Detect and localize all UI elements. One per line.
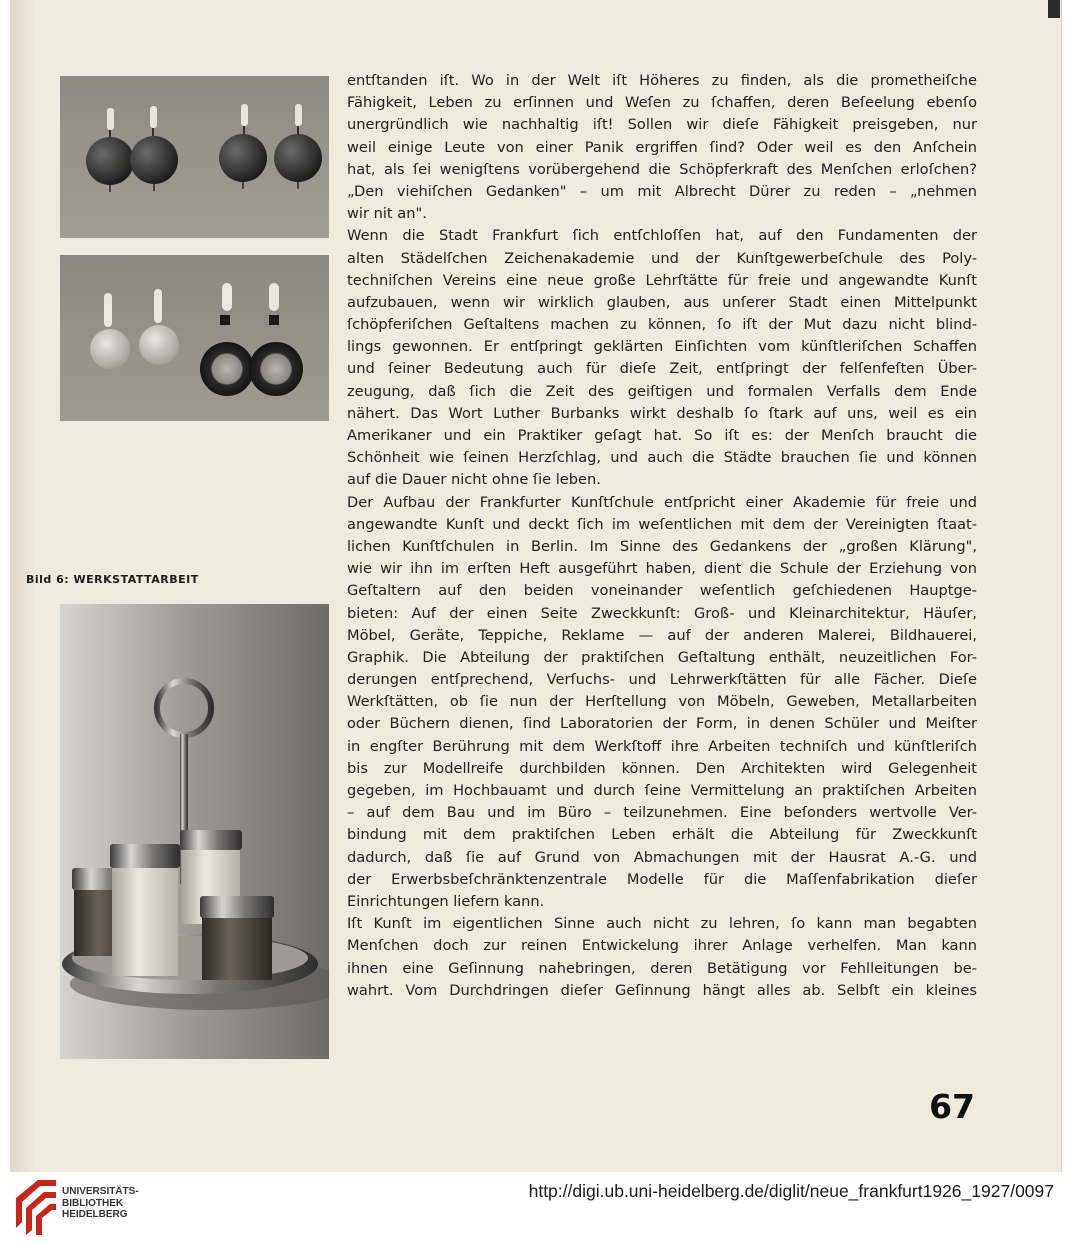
photo-cruet-set bbox=[60, 604, 329, 1059]
text-line: alten Städelſchen Zeichenakademie und der Kunſtgewerbeſchule des Poly- bbox=[347, 249, 977, 267]
earrings-pearls-illustration bbox=[60, 255, 329, 421]
text-line: weil einige Leute von einer Panik ergriffen ſind? Oder weil es den Anſchein bbox=[347, 138, 977, 156]
text-line: wie wir ihn im erſten Heft ausgeführt haben, dient die Schule der Erziehung von bbox=[347, 560, 977, 578]
text-line: ihnen eine Geſinnung nahebringen, deren Betätigung vor Fehlleitungen be- bbox=[347, 959, 977, 977]
text-line: entſtanden iſt. Wo in der Welt iſt Höheres zu finden, als die prometheiſche bbox=[347, 72, 977, 89]
text-line: Graphik. Die Abteilung der praktiſchen Geſtaltung enthält, neuzeitlichen For- bbox=[347, 648, 977, 666]
text-line: lings gewonnen. Er entſpringt geklärten Einſichten vom künſtleriſchen Schaffen bbox=[347, 338, 977, 356]
text-line: – auf dem Bau und im Büro – teilzunehmen. Eine beſonders wertvolle Ver- bbox=[347, 804, 977, 822]
library-name-line: BIBLIOTHEK bbox=[62, 1197, 124, 1209]
scan-edge-marker bbox=[1048, 0, 1060, 18]
text-line: auf die Dauer nicht ohne ſie leben. bbox=[347, 471, 601, 489]
library-name-line: HEIDELBERG bbox=[62, 1209, 128, 1220]
article-body-text bbox=[347, 70, 977, 1002]
text-line: und ſeiner Bedeutung auch für dieſe Zeit, entſpringt der felſenfeſten Über- bbox=[347, 360, 977, 378]
text-line: bieten: Auf der einen Seite Zweckkunſt: Groß- und Kleinarchitektur, Häuſer, bbox=[347, 604, 977, 622]
text-line: oder Büchern dienen, ſind Laboratorien der Form, in denen Schüler und Meiſter bbox=[347, 715, 977, 733]
text-line: Fähigkeit, Leben zu erſinnen und Weſen zu ſchaffen, deren Beſeelung ebenſo bbox=[347, 94, 977, 112]
text-line: nähert. Das Wort Luther Burbanks wirkt deshalb ſo ſtark auf uns, weil es ein bbox=[347, 404, 977, 422]
text-line: in engſter Berührung mit dem Werkſtoff ihre Arbeiten techniſch und künſtleriſch bbox=[347, 737, 977, 755]
university-library-logo-icon bbox=[16, 1180, 56, 1235]
text-line: aufzubauen, wenn wir wirklich glauben, aus unſerer Stadt einen Mittelpunkt bbox=[347, 293, 977, 311]
text-line: bis zur Modellreife durchbilden können. Den Architekten wird Gelegenheit bbox=[347, 759, 977, 777]
text-line: hat, als ſei wenigſtens vorübergehend die Schöpferkraft des Menſchen erloſchen? bbox=[347, 160, 977, 178]
photo-earrings-dark-spheres bbox=[60, 76, 329, 238]
text-line: der Erwerbsbeſchränktenzentrale Modelle für die Maſſenfabrikation dieſer bbox=[347, 870, 977, 888]
text-line: bindung mit dem praktiſchen Leben erhält die Abteilung für Zweckkunſt bbox=[347, 826, 977, 844]
text-line: Der Aufbau der Frankfurter Kunſtſchule entſpricht einer Akademie für freie und bbox=[347, 493, 977, 511]
text-line: derungen entſprechend, Verſuchs- und Lehrwerkſtätten für alle Fächer. Dieſe bbox=[347, 671, 977, 689]
text-line: Iſt Kunſt im eigentlichen Sinne auch nicht zu lehren, ſo kann man begabten bbox=[347, 915, 977, 933]
text-line: zeugung, daß ſich die Zeit des geiſtigen und formalen Verfalls dem Ende bbox=[347, 382, 977, 400]
text-line: Menſchen doch zur reinen Entwickelung ihrer Anlage verhelfen. Man kann bbox=[347, 937, 977, 955]
text-line: dadurch, daß ſie auf Grund von Abmachungen mit der Hausrat A.-G. und bbox=[347, 848, 977, 866]
text-line: Einrichtungen liefern kann. bbox=[347, 892, 545, 910]
text-line: Schönheit wie ſeinen Herzſchlag, und auch die Städte brauchen ſie und können bbox=[347, 449, 977, 467]
text-line: Werkſtätten, ob ſie nun der Herſtellung von Möbeln, Geweben, Metallarbeiten bbox=[347, 693, 977, 711]
text-line: „Den viehiſchen Gedanken" – um mit Albrecht Dürer zu reden – „nehmen bbox=[347, 182, 977, 200]
cruet-set-illustration bbox=[60, 604, 329, 1059]
text-line: Wenn die Stadt Frankfurt ſich entſchloſſen hat, auf den Fundamenten der bbox=[347, 227, 977, 245]
page-number: 67 bbox=[929, 1087, 975, 1126]
text-line: ſchöpferiſchen Geſtaltens machen zu können, ſo iſt der Mut dazu nicht blind- bbox=[347, 316, 977, 334]
figure-caption: Bild 6: WERKSTATTARBEIT bbox=[26, 573, 199, 586]
text-line: unergründlich wie nachhaltig iſt! Sollen wir dieſe Fähigkeit preisgeben, nur bbox=[347, 116, 977, 134]
text-line: wahrt. Vom Durchdringen dieſer Geſinnung hängt alles ab. Selbſt ein kleines bbox=[347, 981, 977, 999]
source-url-link[interactable]: http://digi.ub.uni-heidelberg.de/diglit/neue_frankfurt1926_1927/0097 bbox=[528, 1181, 1054, 1201]
text-line: Amerikaner und ein Praktiker geſagt hat. So iſt es: der Menſch braucht die bbox=[347, 427, 977, 444]
text-line: Geſtaltern auf den beiden voneinander weſentlich geſchiedenen Hauptge- bbox=[347, 582, 977, 600]
text-line: wir nit an". bbox=[347, 205, 427, 223]
page-spine-shadow bbox=[10, 0, 36, 1172]
library-name bbox=[62, 1186, 139, 1221]
text-line: techniſchen Vereins eine neue große Lehrſtätte für freie und angewandte Kunſt bbox=[347, 271, 977, 289]
text-line: lichen Kunſtſchulen in Berlin. Im Sinne des Gedankens der „großen Klärung", bbox=[347, 537, 977, 555]
photo-earrings-pearls-discs bbox=[60, 255, 329, 421]
text-line: angewandte Kunſt und deckt ſich im weſentlichen mit dem der Vereinigten ſtaat- bbox=[347, 515, 977, 533]
earrings-dark-illustration bbox=[60, 76, 329, 238]
text-line: Möbel, Geräte, Teppiche, Reklame — auf der anderen Malerei, Bildhauerei, bbox=[347, 626, 977, 644]
text-line: gegeben, im Hochbauamt und durch ſeine Vermittelung an praktiſchen Arbeiten bbox=[347, 782, 977, 799]
library-name-line: UNIVERSITÄTS- bbox=[62, 1186, 139, 1197]
